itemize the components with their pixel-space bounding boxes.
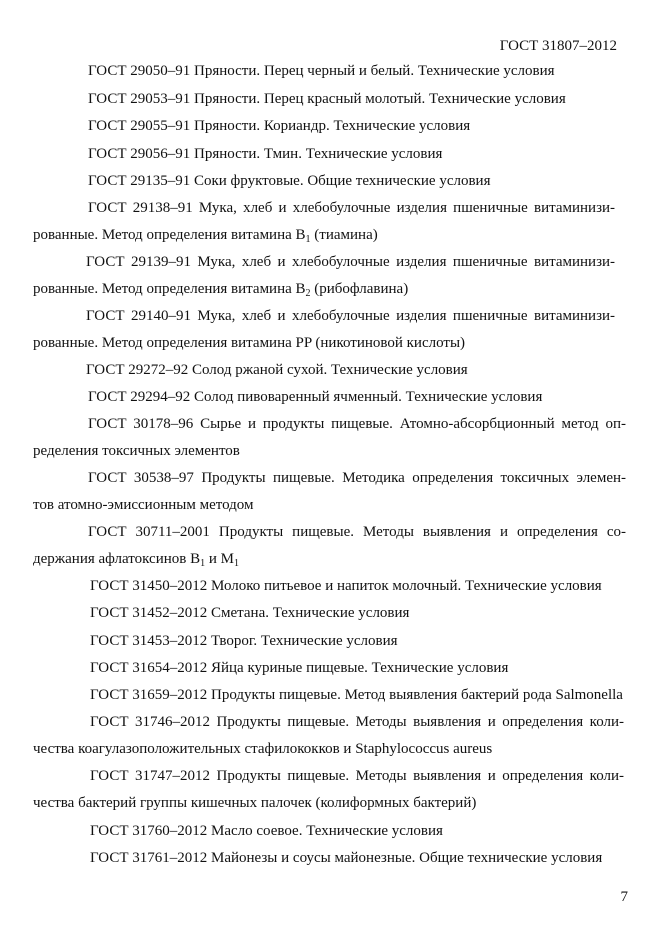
subscript: 1 — [305, 234, 311, 245]
standard-code: ГОСТ 29135–91 — [88, 173, 191, 189]
standard-title: Продукты пищевые. Методы выявления и определения коли- — [216, 714, 624, 730]
reference-entry — [88, 117, 470, 135]
standard-title: Продукты пищевые. Метод выявления бактерий рода Salmonella — [210, 687, 623, 703]
reference-entry — [88, 469, 626, 487]
reference-entry — [86, 307, 615, 325]
standard-title: Масло соевое. Технические условия — [210, 823, 443, 839]
reference-entry — [90, 822, 443, 840]
subscript: 2 — [305, 288, 311, 299]
standard-title: Пряности. Тмин. Технические условия — [193, 146, 443, 162]
standard-code: ГОСТ 29050–91 — [88, 63, 191, 79]
subscript: 1 — [200, 558, 206, 569]
reference-entry — [86, 253, 615, 271]
standard-title: Яйца куриные пищевые. Технические условия — [210, 660, 509, 676]
standard-title: Солод ржаной сухой. Технические условия — [191, 362, 468, 378]
reference-entry — [88, 62, 555, 80]
standard-code: ГОСТ 31453–2012 — [90, 633, 208, 649]
reference-entry — [90, 577, 602, 595]
standard-code: ГОСТ 31746–2012 — [90, 714, 211, 730]
reference-entry-continuation: держания афлатоксинов $B_1$ и $M_1$ — [33, 551, 239, 569]
standard-code: ГОСТ 31761–2012 — [90, 850, 208, 866]
standard-code: ГОСТ 31452–2012 — [90, 605, 208, 621]
reference-entry-continuation: рованные. Метод определения витамина $B_2$ (рибофлавина) — [33, 281, 409, 299]
reference-entry-continuation: тов атомно-эмиссионным методом — [33, 497, 254, 513]
standard-code: ГОСТ 29272–92 — [86, 362, 189, 378]
standard-code: ГОСТ 29056–91 — [88, 146, 191, 162]
reference-entry-continuation: рованные. Метод определения витамина PP (никотиновой кислоты) — [33, 335, 466, 351]
reference-entry — [88, 90, 566, 108]
standard-code: ГОСТ 30711–2001 — [88, 524, 210, 540]
standard-code: ГОСТ 29053–91 — [88, 91, 191, 107]
standard-title: Мука, хлеб и хлебобулочные изделия пшеничные витаминизи- — [197, 308, 615, 324]
standard-code: ГОСТ 31659–2012 — [90, 687, 208, 703]
standard-title: Солод пивоваренный ячменный. Технические условия — [193, 389, 543, 405]
standard-code: ГОСТ 29055–91 — [88, 118, 191, 134]
standard-title: Соки фруктовые. Общие технические условия — [193, 173, 491, 189]
standard-code: ГОСТ 29139–91 — [86, 254, 191, 270]
standard-code: ГОСТ 29140–91 — [86, 308, 191, 324]
standard-title: Молоко питьевое и напиток молочный. Технические условия — [210, 578, 602, 594]
reference-entry — [90, 713, 624, 731]
reference-entry — [88, 145, 442, 163]
standard-code: ГОСТ 31450–2012 — [90, 578, 208, 594]
reference-entry — [88, 415, 626, 433]
standard-title: Мука, хлеб и хлебобулочные изделия пшеничные витаминизи- — [198, 200, 615, 216]
standard-code: ГОСТ 29294–92 — [88, 389, 191, 405]
standard-title: Продукты пищевые. Методика определения токсичных элемен- — [201, 470, 626, 486]
standard-code: ГОСТ 31654–2012 — [90, 660, 208, 676]
document-header: ГОСТ 31807–2012 — [499, 38, 617, 54]
reference-entry-continuation: рованные. Метод определения витамина $B_1$ (тиамина) — [33, 227, 378, 245]
standard-code: ГОСТ 29138–91 — [88, 200, 193, 216]
reference-entry — [88, 388, 542, 406]
reference-entry — [90, 767, 624, 785]
reference-entry — [90, 604, 409, 622]
standard-title: Сметана. Технические условия — [210, 605, 410, 621]
reference-entry — [90, 849, 628, 867]
reference-entry-continuation: чества коагулазоположительных стафилококков и Staphylococcus aureus — [33, 741, 493, 757]
standard-code: ГОСТ 31760–2012 — [90, 823, 208, 839]
reference-entry — [90, 659, 508, 677]
page-number: 7 — [620, 889, 628, 905]
standard-title: Продукты пищевые. Методы выявления и определения со- — [218, 524, 626, 540]
reference-entry-continuation: ределения токсичных элементов — [33, 443, 240, 459]
standard-title: Сырье и продукты пищевые. Атомно-абсорбционный метод оп- — [200, 416, 626, 432]
standard-code: ГОСТ 30538–97 — [88, 470, 194, 486]
standard-title: Творог. Технические условия — [210, 633, 398, 649]
standard-title: Продукты пищевые. Методы выявления и определения коли- — [216, 768, 624, 784]
reference-entry — [90, 632, 398, 650]
standard-title: Пряности. Кориандр. Технические условия — [193, 118, 471, 134]
reference-entry — [90, 686, 638, 704]
reference-entry-continuation: чества бактерий группы кишечных палочек (колиформных бактерий) — [33, 795, 477, 811]
subscript: 1 — [233, 558, 239, 569]
standard-code: ГОСТ 30178–96 — [88, 416, 194, 432]
reference-entry — [88, 172, 490, 190]
standard-title: Пряности. Перец красный молотый. Технические условия — [193, 91, 566, 107]
reference-entry — [86, 361, 468, 379]
standard-code: ГОСТ 31747–2012 — [90, 768, 211, 784]
standard-title: Майонезы и соусы майонезные. Общие технические условия — [210, 850, 603, 866]
standard-title: Пряности. Перец черный и белый. Технические условия — [193, 63, 555, 79]
reference-entry — [88, 199, 615, 217]
reference-entry — [88, 523, 626, 541]
standard-title: Мука, хлеб и хлебобулочные изделия пшеничные витаминизи- — [197, 254, 615, 270]
